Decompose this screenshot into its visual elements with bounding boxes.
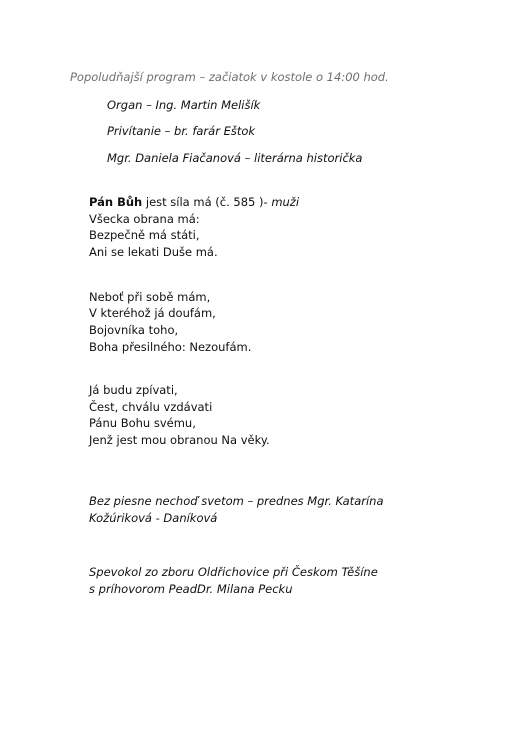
verse-line: Já budu zpívati, (89, 383, 178, 397)
verse-line: Ani se lekati Duše má. (89, 245, 218, 259)
program-header: Popoludňajší program – začiatok v kostole o 14:00 hod. (70, 70, 389, 84)
verse-line: Boha přesilného: Nezoufám. (89, 340, 252, 354)
participant-welcome: Privítanie – br. farár Eštok (107, 124, 256, 138)
verse-line: Čest, chválu vzdávati (89, 400, 213, 414)
recitation-note: Bez piesne nechoď svetom – prednes Mgr. Katarína (89, 494, 384, 508)
hymn-title-bold: Pán Bůh (89, 195, 143, 209)
hymn-performer: muži (271, 195, 300, 209)
verse-line: Bojovníka toho, (89, 323, 179, 337)
participant-organ: Organ – Ing. Martin Melišík (107, 98, 261, 112)
choir-note: Spevokol zo zboru Oldřichovice při Českom Těšíne (89, 565, 378, 579)
verse-line: Jenž jest mou obranou Na věky. (89, 433, 270, 447)
verse-line: Bezpečně má státi, (89, 228, 200, 242)
choir-note: s príhovorom PeadDr. Milana Pecku (89, 582, 293, 596)
verse-line: Pánu Bohu svému, (89, 416, 196, 430)
verse-line: Neboť při sobě mám, (89, 290, 211, 304)
hymn-title (89, 195, 299, 209)
recitation-note: Kožúriková - Daníková (89, 511, 218, 525)
verse-line: V kteréhož já doufám, (89, 306, 216, 320)
verse-line: Všecka obrana má: (89, 212, 200, 226)
participant-historian: Mgr. Daniela Fiačanová – literárna historička (107, 151, 363, 165)
hymn-title-rest: jest síla má (č. 585 )- (142, 195, 272, 209)
